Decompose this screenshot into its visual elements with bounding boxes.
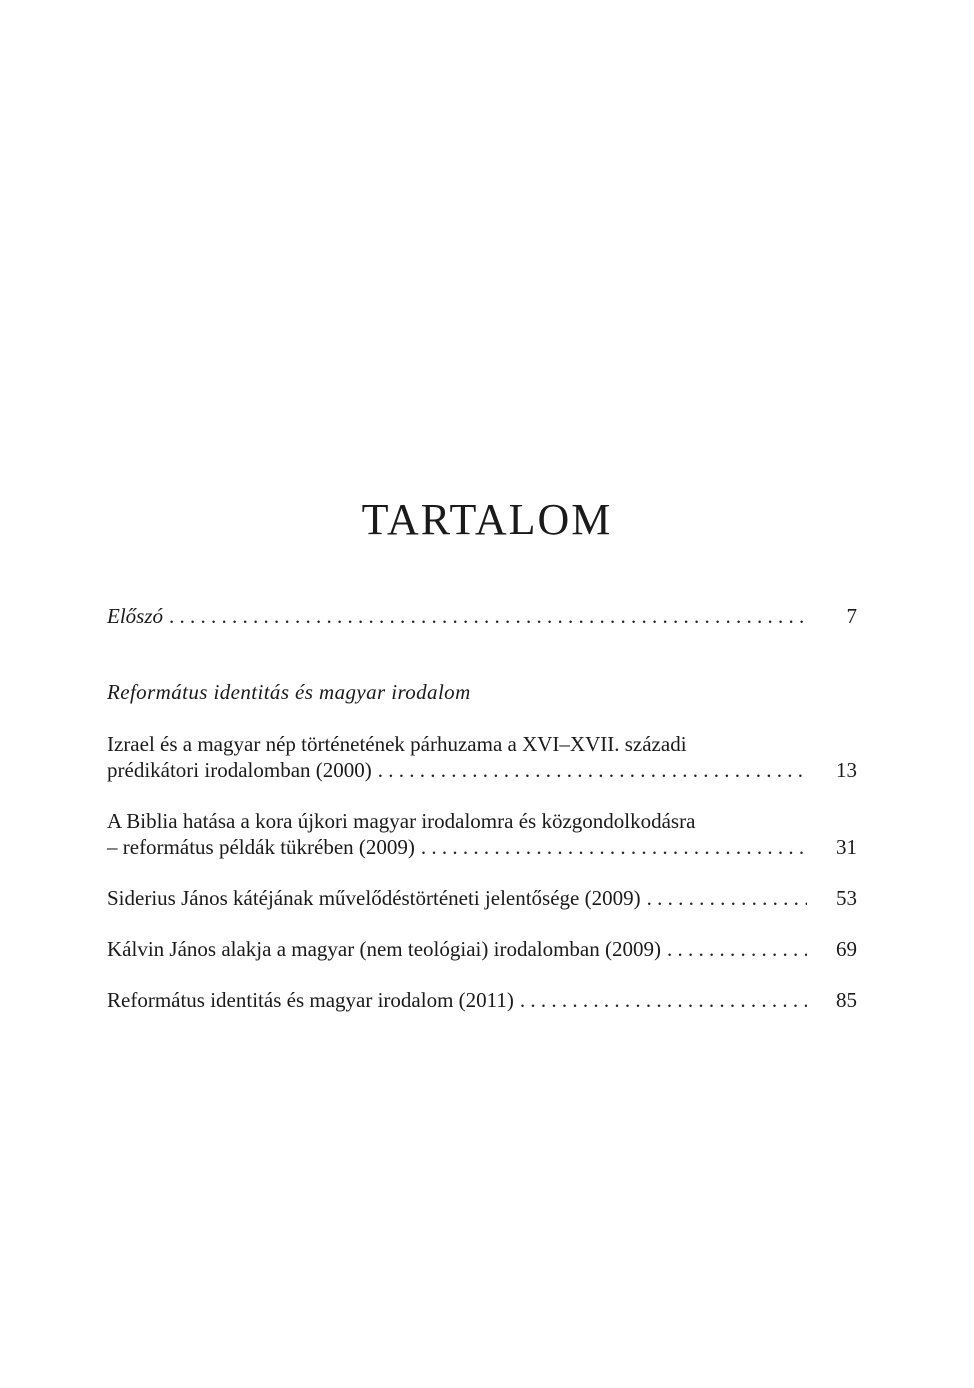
dot-leader bbox=[520, 987, 807, 1013]
toc-line bbox=[107, 603, 857, 629]
toc-line bbox=[107, 808, 857, 834]
toc-line bbox=[107, 936, 857, 962]
toc-line bbox=[107, 834, 857, 860]
dot-leader bbox=[421, 834, 807, 860]
toc-page-number: 85 bbox=[836, 988, 857, 1012]
toc-entry[interactable] bbox=[107, 731, 857, 783]
toc-page-number: 69 bbox=[836, 937, 857, 961]
toc-line bbox=[107, 885, 857, 911]
section-heading: Református identitás és magyar irodalom bbox=[107, 680, 471, 704]
toc-entry-title: A Biblia hatása a kora újkori magyar irodalomra és közgondolkodásra bbox=[107, 809, 696, 833]
toc-entry[interactable] bbox=[107, 936, 857, 962]
page-title: TARTALOM bbox=[361, 495, 613, 544]
toc-entry-title: Izrael és a magyar nép történetének párhuzama a XVI–XVII. századi bbox=[107, 732, 687, 756]
toc-entry[interactable] bbox=[107, 885, 857, 911]
toc-entry-title: Református identitás és magyar irodalom (2011) bbox=[107, 988, 514, 1012]
dot-leader bbox=[169, 603, 807, 629]
toc-page-number: 53 bbox=[836, 886, 857, 910]
toc-entry-title-continued: – református példák tükrében (2009) bbox=[107, 835, 415, 859]
toc-entry-title: Kálvin János alakja a magyar (nem teológiai) irodalomban (2009) bbox=[107, 937, 661, 961]
dot-leader bbox=[378, 757, 807, 783]
toc-entry[interactable] bbox=[107, 987, 857, 1013]
toc-entry-title: Siderius János kátéjának művelődéstörténeti jelentősége (2009) bbox=[107, 886, 641, 910]
toc-page-number: 7 bbox=[846, 604, 857, 628]
toc-entry-foreword[interactable] bbox=[107, 603, 857, 629]
toc-entry-title: Előszó bbox=[107, 604, 164, 628]
toc-page-number: 13 bbox=[836, 758, 857, 782]
toc-entry[interactable] bbox=[107, 808, 857, 860]
toc-line bbox=[107, 731, 857, 757]
toc-page-number: 31 bbox=[836, 835, 857, 859]
toc-entry-title-continued: prédikátori irodalomban (2000) bbox=[107, 758, 372, 782]
toc-line bbox=[107, 757, 857, 783]
toc-line bbox=[107, 987, 857, 1013]
dot-leader bbox=[647, 885, 807, 911]
dot-leader bbox=[667, 936, 807, 962]
